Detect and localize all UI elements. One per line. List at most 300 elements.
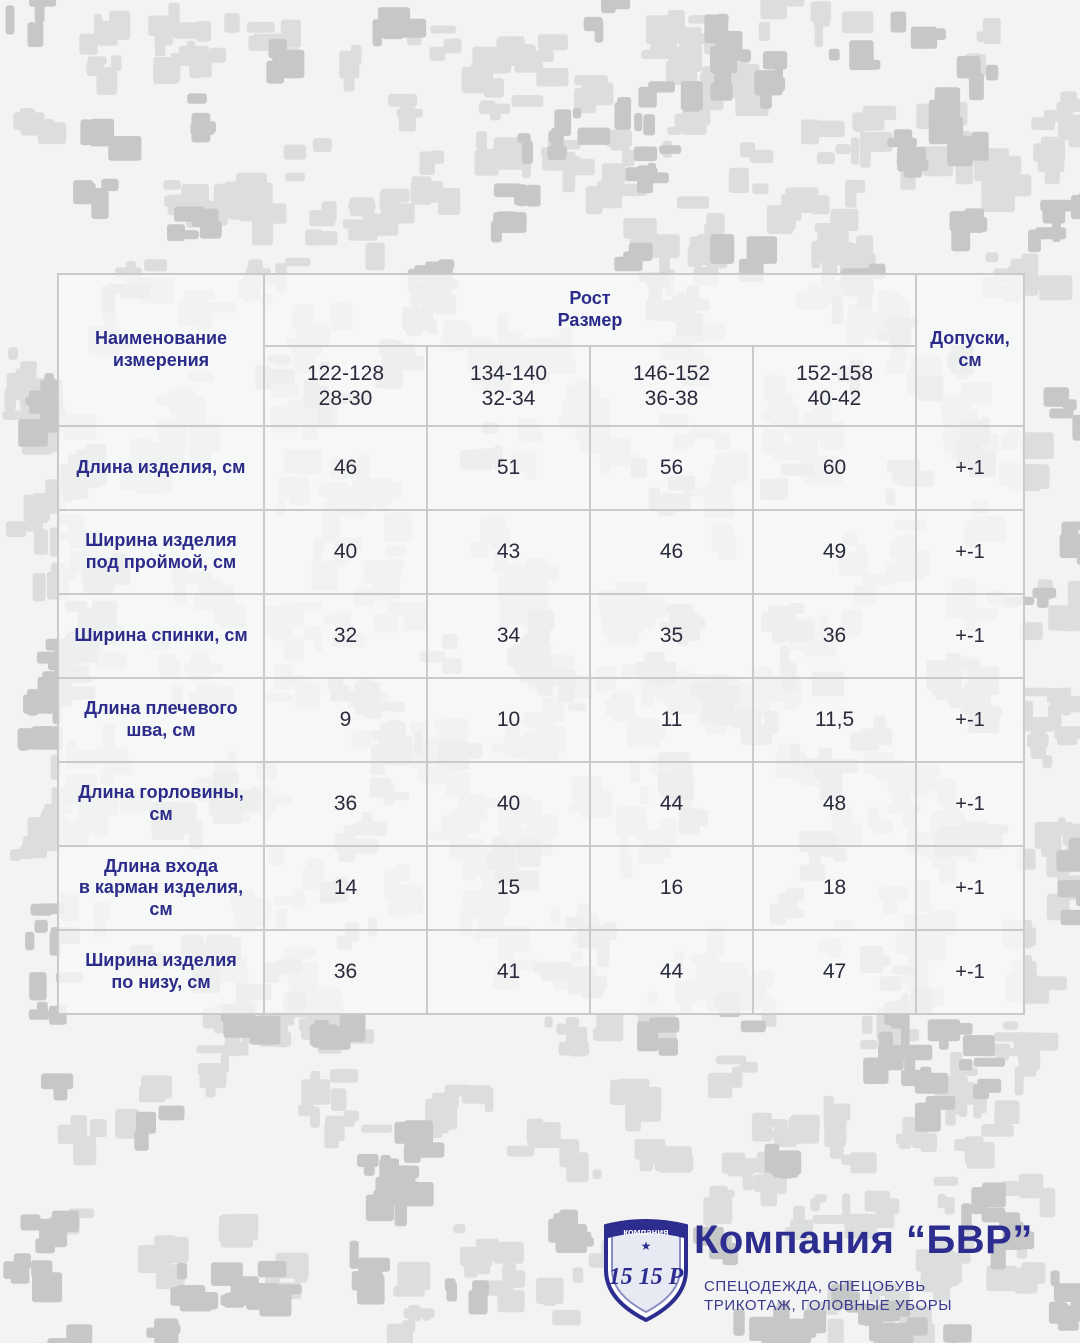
- measurement-value: 36: [264, 762, 427, 846]
- camo-blotch: [659, 1038, 679, 1056]
- measurement-value: 9: [264, 678, 427, 762]
- camo-blotch: [1015, 1268, 1038, 1294]
- size-range: 28-30: [318, 387, 373, 410]
- camo-blotch: [366, 243, 385, 271]
- camo-blotch: [163, 180, 180, 190]
- camo-blotch: [266, 61, 284, 84]
- camo-blotch: [963, 1035, 995, 1056]
- camo-blotch: [73, 180, 93, 204]
- camo-blotch: [762, 1177, 787, 1194]
- measurement-name-line: Ширина спинки, см: [74, 625, 248, 646]
- camo-blotch: [58, 1125, 83, 1144]
- camo-blotch: [556, 1023, 565, 1035]
- camo-blotch: [269, 39, 288, 58]
- measurement-name: [58, 594, 264, 678]
- camo-blotch: [842, 11, 874, 33]
- size-range: 36-38: [644, 387, 699, 410]
- camo-blotch: [849, 40, 874, 70]
- table-row: [58, 510, 1024, 594]
- measurement-value: 18: [753, 846, 916, 930]
- camo-blotch: [430, 26, 456, 34]
- camo-blotch: [366, 1195, 394, 1222]
- camo-blotch: [409, 1127, 428, 1152]
- camo-blotch: [982, 1183, 1006, 1208]
- camo-blotch: [285, 173, 305, 182]
- camo-blotch: [373, 19, 383, 46]
- camo-blotch: [206, 1071, 216, 1097]
- camo-blotch: [595, 19, 604, 43]
- camo-blotch: [11, 1265, 30, 1284]
- camo-blotch: [1040, 1188, 1056, 1217]
- camo-blotch: [623, 252, 652, 261]
- camo-blotch: [622, 150, 635, 167]
- measurement-value: 46: [264, 426, 427, 510]
- camo-blotch: [444, 39, 462, 54]
- camo-blotch: [728, 1168, 754, 1177]
- camo-blotch: [625, 167, 657, 181]
- camo-blotch: [1076, 885, 1080, 907]
- camo-blotch: [25, 510, 42, 531]
- measurement-value: 11,5: [753, 678, 916, 762]
- camo-blotch: [168, 3, 179, 29]
- camo-blotch: [174, 207, 205, 222]
- header-line: Рост: [569, 288, 611, 309]
- camo-blotch: [1057, 850, 1080, 872]
- camo-blotch: [1062, 688, 1071, 716]
- camo-blotch: [1036, 976, 1067, 990]
- camo-blotch: [21, 1214, 41, 1230]
- measurement-value: 36: [264, 930, 427, 1014]
- measurement-value: 60: [753, 426, 916, 510]
- camo-blotch: [36, 833, 57, 851]
- camo-blotch: [476, 1239, 499, 1247]
- camo-blotch: [634, 113, 642, 131]
- measurement-name-header: [58, 274, 264, 426]
- camo-blotch: [716, 1056, 746, 1065]
- camo-blotch: [677, 196, 709, 209]
- measurement-value: 32: [264, 594, 427, 678]
- camo-blotch: [236, 173, 267, 188]
- camo-blotch: [811, 195, 829, 214]
- camo-blotch: [101, 179, 118, 191]
- camo-blotch: [1033, 143, 1042, 161]
- camo-blotch: [496, 145, 525, 169]
- camo-blotch: [25, 932, 34, 950]
- measurement-value: 11: [590, 678, 753, 762]
- camo-blotch: [593, 1169, 602, 1179]
- camo-blotch: [610, 1080, 637, 1105]
- height-range: 134-140: [469, 361, 548, 385]
- camo-blotch: [141, 1075, 172, 1098]
- camo-blotch: [221, 1295, 239, 1306]
- camo-blotch: [708, 1073, 732, 1098]
- camo-blotch: [994, 1032, 1026, 1041]
- height-range: 146-152: [632, 361, 711, 385]
- header-line: Размер: [557, 310, 623, 330]
- camo-blotch: [552, 1310, 581, 1326]
- camo-blotch: [538, 34, 568, 50]
- camo-blotch: [841, 1155, 860, 1165]
- camo-blotch: [358, 1258, 390, 1272]
- camo-blotch: [683, 103, 701, 112]
- camo-blotch: [446, 1282, 457, 1302]
- camo-blotch: [717, 1190, 735, 1198]
- camo-blotch: [517, 133, 530, 143]
- emblem-word: компания: [623, 1227, 669, 1238]
- camo-blotch: [791, 1115, 820, 1129]
- camo-blotch: [305, 229, 323, 245]
- camo-blotch: [536, 1278, 564, 1304]
- header-line: измерения: [112, 350, 210, 370]
- camo-blotch: [938, 1194, 947, 1209]
- camo-blotch: [181, 230, 199, 239]
- camo-blotch: [431, 150, 444, 163]
- camo-blotch: [929, 1028, 940, 1037]
- measurement-name-line: под проймой, см: [85, 552, 237, 572]
- tolerance-value: +-1: [916, 426, 1024, 510]
- camo-blotch: [476, 131, 487, 150]
- measurement-value: 48: [753, 762, 916, 846]
- camo-blotch: [330, 1069, 358, 1083]
- camo-blotch: [874, 1328, 883, 1343]
- camo-blotch: [191, 122, 215, 135]
- camo-blotch: [189, 49, 201, 79]
- camo-blotch: [915, 1103, 941, 1132]
- camo-blotch: [490, 107, 501, 121]
- camo-blotch: [27, 689, 38, 716]
- measurement-name: [58, 510, 264, 594]
- camo-blotch: [361, 1125, 392, 1133]
- camo-blotch: [862, 1016, 872, 1034]
- camo-blotch: [387, 1324, 413, 1343]
- table-row: [58, 678, 1024, 762]
- camo-blotch: [1032, 280, 1054, 291]
- camo-blotch: [752, 183, 768, 194]
- emblem-mark: 15 15 Р: [608, 1264, 684, 1290]
- camo-blotch: [19, 728, 29, 751]
- camo-blotch: [1065, 100, 1080, 110]
- tolerance-value: +-1: [916, 762, 1024, 846]
- camo-blotch: [879, 1032, 893, 1050]
- measurement-name: [58, 678, 264, 762]
- camo-blotch: [959, 1059, 973, 1071]
- camo-blotch: [914, 28, 946, 40]
- table-row: [58, 762, 1024, 846]
- camo-blotch: [381, 189, 410, 203]
- camo-blotch: [493, 212, 526, 233]
- camo-blotch: [634, 147, 657, 162]
- camo-blotch: [771, 1150, 802, 1175]
- camo-blotch: [1025, 688, 1049, 697]
- camo-blotch: [66, 1324, 92, 1343]
- measurement-value: 10: [427, 678, 590, 762]
- camo-blotch: [31, 1260, 52, 1277]
- camo-blotch: [258, 1261, 287, 1277]
- camo-blotch: [247, 22, 275, 33]
- camo-blotch: [715, 31, 742, 61]
- tolerance-value: +-1: [916, 594, 1024, 678]
- camo-blotch: [196, 21, 211, 41]
- camo-blotch: [1072, 415, 1080, 441]
- camo-blotch: [91, 191, 108, 219]
- camo-blotch: [863, 1058, 888, 1085]
- tolerance-header: [916, 274, 1024, 426]
- height-size-group-header: [264, 274, 916, 346]
- camo-blotch: [25, 397, 46, 406]
- camo-blotch: [781, 194, 798, 211]
- table-row: [58, 426, 1024, 510]
- camo-blotch: [1048, 705, 1062, 729]
- camo-blotch: [1024, 701, 1033, 722]
- table-row: [58, 594, 1024, 678]
- company-name: Компания “БВР”: [694, 1218, 1033, 1262]
- camo-blotch: [649, 1017, 679, 1032]
- camo-blotch: [969, 73, 984, 100]
- camo-blotch: [985, 252, 998, 262]
- camo-blotch: [398, 1262, 411, 1278]
- camo-blotch: [321, 201, 336, 222]
- camo-blotch: [672, 47, 681, 75]
- camo-blotch: [80, 119, 91, 145]
- camo-blotch: [573, 1267, 584, 1283]
- camo-blotch: [90, 119, 114, 147]
- camo-blotch: [326, 1026, 344, 1045]
- camo-blotch: [741, 1021, 766, 1033]
- camo-blotch: [939, 1032, 949, 1050]
- measurement-name-line: Ширина изделия: [85, 950, 237, 971]
- camo-blotch: [810, 1198, 820, 1211]
- camo-blotch: [344, 62, 355, 92]
- measurement-name: [58, 426, 264, 510]
- camo-blotch: [28, 22, 44, 47]
- camo-blotch: [40, 1219, 55, 1232]
- camo-blotch: [38, 122, 67, 144]
- camo-blotch: [1051, 1270, 1060, 1286]
- camo-blotch: [411, 181, 443, 203]
- camo-blotch: [732, 1067, 743, 1088]
- camo-blotch: [904, 159, 922, 178]
- camo-blotch: [467, 1093, 477, 1102]
- company-shield-emblem: [598, 1214, 694, 1322]
- camo-blotch: [1031, 730, 1047, 759]
- camo-blotch: [659, 145, 681, 154]
- measurement-value: 35: [590, 594, 753, 678]
- camo-blotch: [29, 1009, 49, 1020]
- camo-blotch: [971, 132, 989, 161]
- camo-blotch: [640, 1156, 653, 1171]
- camo-blotch: [1003, 1022, 1018, 1030]
- camo-blotch: [851, 137, 859, 165]
- camo-blotch: [349, 1111, 359, 1122]
- measurement-value: 56: [590, 426, 753, 510]
- camo-blotch: [915, 1073, 949, 1094]
- camo-blotch: [255, 203, 287, 223]
- camo-blotch: [759, 22, 771, 41]
- camo-blotch: [1020, 432, 1053, 459]
- camo-blotch: [888, 1199, 899, 1215]
- camo-blotch: [547, 146, 566, 160]
- emblem-star-icon: ★: [640, 1239, 652, 1253]
- camo-blotch: [430, 47, 446, 61]
- height-range: 122-128: [306, 361, 385, 385]
- camo-blotch: [994, 1048, 1021, 1056]
- camo-blotch: [610, 143, 629, 151]
- camo-blotch: [948, 1338, 958, 1343]
- camo-blotch: [475, 150, 499, 176]
- camo-blotch: [1058, 115, 1080, 140]
- camo-blotch: [372, 214, 399, 235]
- camo-blotch: [350, 1241, 359, 1269]
- camo-blotch: [352, 1271, 383, 1291]
- camo-blotch: [754, 70, 782, 95]
- measurement-value: 15: [427, 846, 590, 930]
- camo-blotch: [219, 1216, 250, 1243]
- table-row: [58, 930, 1024, 1014]
- camo-blotch: [977, 1079, 1001, 1093]
- size-column-header: [590, 346, 753, 426]
- camo-blotch: [224, 13, 240, 33]
- camo-blotch: [554, 109, 571, 136]
- camo-blotch: [41, 1073, 73, 1089]
- camo-blotch: [155, 28, 166, 56]
- measurement-value: 46: [590, 510, 753, 594]
- camo-blotch: [688, 246, 704, 267]
- camo-blotch: [153, 57, 178, 84]
- camo-blotch: [638, 87, 656, 108]
- camo-blotch: [198, 1063, 223, 1075]
- camo-blotch: [1045, 165, 1060, 184]
- camo-blotch: [1054, 1283, 1080, 1302]
- camo-blotch: [453, 1224, 465, 1233]
- camo-blotch: [986, 65, 998, 81]
- camo-blotch: [485, 1088, 494, 1112]
- company-tagline-line-1: СПЕЦОДЕЖДА, СПЕЦОБУВЬ: [704, 1278, 926, 1295]
- camo-blotch: [310, 1107, 320, 1128]
- camo-blotch: [601, 0, 616, 13]
- camo-blotch: [949, 116, 963, 139]
- camo-blotch: [704, 223, 723, 235]
- camo-blotch: [1037, 591, 1049, 608]
- camo-blotch: [514, 188, 522, 205]
- measurement-name-line: Ширина изделия: [85, 530, 237, 551]
- camo-blotch: [921, 1133, 937, 1152]
- camo-blotch: [750, 150, 773, 163]
- measurement-name-line: Длина входа: [103, 855, 219, 876]
- table-row: [58, 846, 1024, 930]
- camo-blotch: [901, 1020, 910, 1049]
- measurement-value: 44: [590, 930, 753, 1014]
- tolerance-value: +-1: [916, 678, 1024, 762]
- camo-blotch: [33, 573, 46, 602]
- camo-blotch: [954, 1139, 983, 1151]
- camo-blotch: [891, 12, 907, 33]
- measurement-value: 16: [590, 846, 753, 930]
- camo-blotch: [860, 144, 871, 168]
- tolerance-value: +-1: [916, 510, 1024, 594]
- camo-blotch: [512, 95, 544, 107]
- camo-blotch: [528, 1122, 561, 1148]
- camo-blotch: [761, 0, 787, 19]
- size-chart-table: [57, 273, 1025, 1015]
- camo-blotch: [860, 1040, 878, 1049]
- camo-blotch: [995, 1100, 1020, 1124]
- tolerance-value: +-1: [916, 846, 1024, 930]
- camo-blotch: [811, 1, 832, 22]
- camo-blotch: [625, 1103, 641, 1131]
- header-line: см: [958, 350, 982, 370]
- camo-blotch: [351, 45, 362, 65]
- camo-blotch: [578, 128, 611, 145]
- measurement-value: 51: [427, 426, 590, 510]
- camo-blotch: [615, 102, 632, 130]
- measurement-name-line: по низу, см: [111, 972, 211, 992]
- camo-blotch: [469, 1290, 488, 1314]
- camo-blotch: [343, 219, 375, 228]
- camo-blotch: [556, 1224, 588, 1253]
- size-column-header: [427, 346, 590, 426]
- camo-blotch: [1068, 589, 1079, 611]
- camo-blotch: [7, 373, 20, 394]
- camo-blotch: [285, 258, 311, 267]
- camo-blotch: [899, 1045, 932, 1061]
- height-range: 152-158: [795, 361, 874, 385]
- camo-blotch: [388, 94, 417, 107]
- camo-blotch: [20, 108, 35, 132]
- camo-blotch: [596, 1014, 623, 1042]
- camo-blotch: [522, 141, 533, 164]
- camo-blotch: [159, 1106, 185, 1121]
- camo-blotch: [88, 56, 107, 65]
- camo-blotch: [846, 180, 866, 193]
- measurement-value: 49: [753, 510, 916, 594]
- camo-blotch: [324, 1123, 339, 1148]
- camo-blotch: [29, 972, 46, 1000]
- camo-blotch: [934, 1177, 958, 1186]
- camo-blotch: [144, 259, 167, 271]
- company-logo: [598, 1214, 1033, 1324]
- camo-blotch: [384, 1176, 406, 1184]
- camo-blotch: [1026, 927, 1036, 946]
- camo-blotch: [90, 1119, 107, 1137]
- camo-blotch: [974, 1058, 1006, 1067]
- camo-blotch: [574, 75, 608, 85]
- camo-blotch: [231, 1276, 259, 1296]
- measurement-value: 41: [427, 930, 590, 1014]
- camo-blotch: [548, 1219, 560, 1243]
- size-range: 40-42: [807, 387, 862, 410]
- camo-blotch: [752, 1113, 772, 1142]
- camo-blotch: [177, 1263, 187, 1280]
- camo-blotch: [1055, 1303, 1069, 1315]
- camo-blotch: [504, 36, 525, 56]
- measurement-value: 34: [427, 594, 590, 678]
- camo-blotch: [166, 1324, 181, 1334]
- camo-blotch: [667, 127, 682, 135]
- camo-blotch: [573, 108, 582, 118]
- camo-blotch: [400, 19, 427, 38]
- measurement-value: 43: [427, 510, 590, 594]
- camo-blotch: [464, 1253, 477, 1277]
- camo-blotch: [8, 347, 18, 360]
- camo-blotch: [774, 1127, 797, 1148]
- size-column-header: [753, 346, 916, 426]
- camo-blotch: [1043, 205, 1066, 224]
- camo-blotch: [52, 1211, 79, 1233]
- camo-blotch: [1061, 910, 1080, 925]
- camo-blotch: [1043, 755, 1053, 768]
- camo-blotch: [313, 138, 332, 152]
- measurement-name-line: Длина плечевого: [84, 698, 238, 719]
